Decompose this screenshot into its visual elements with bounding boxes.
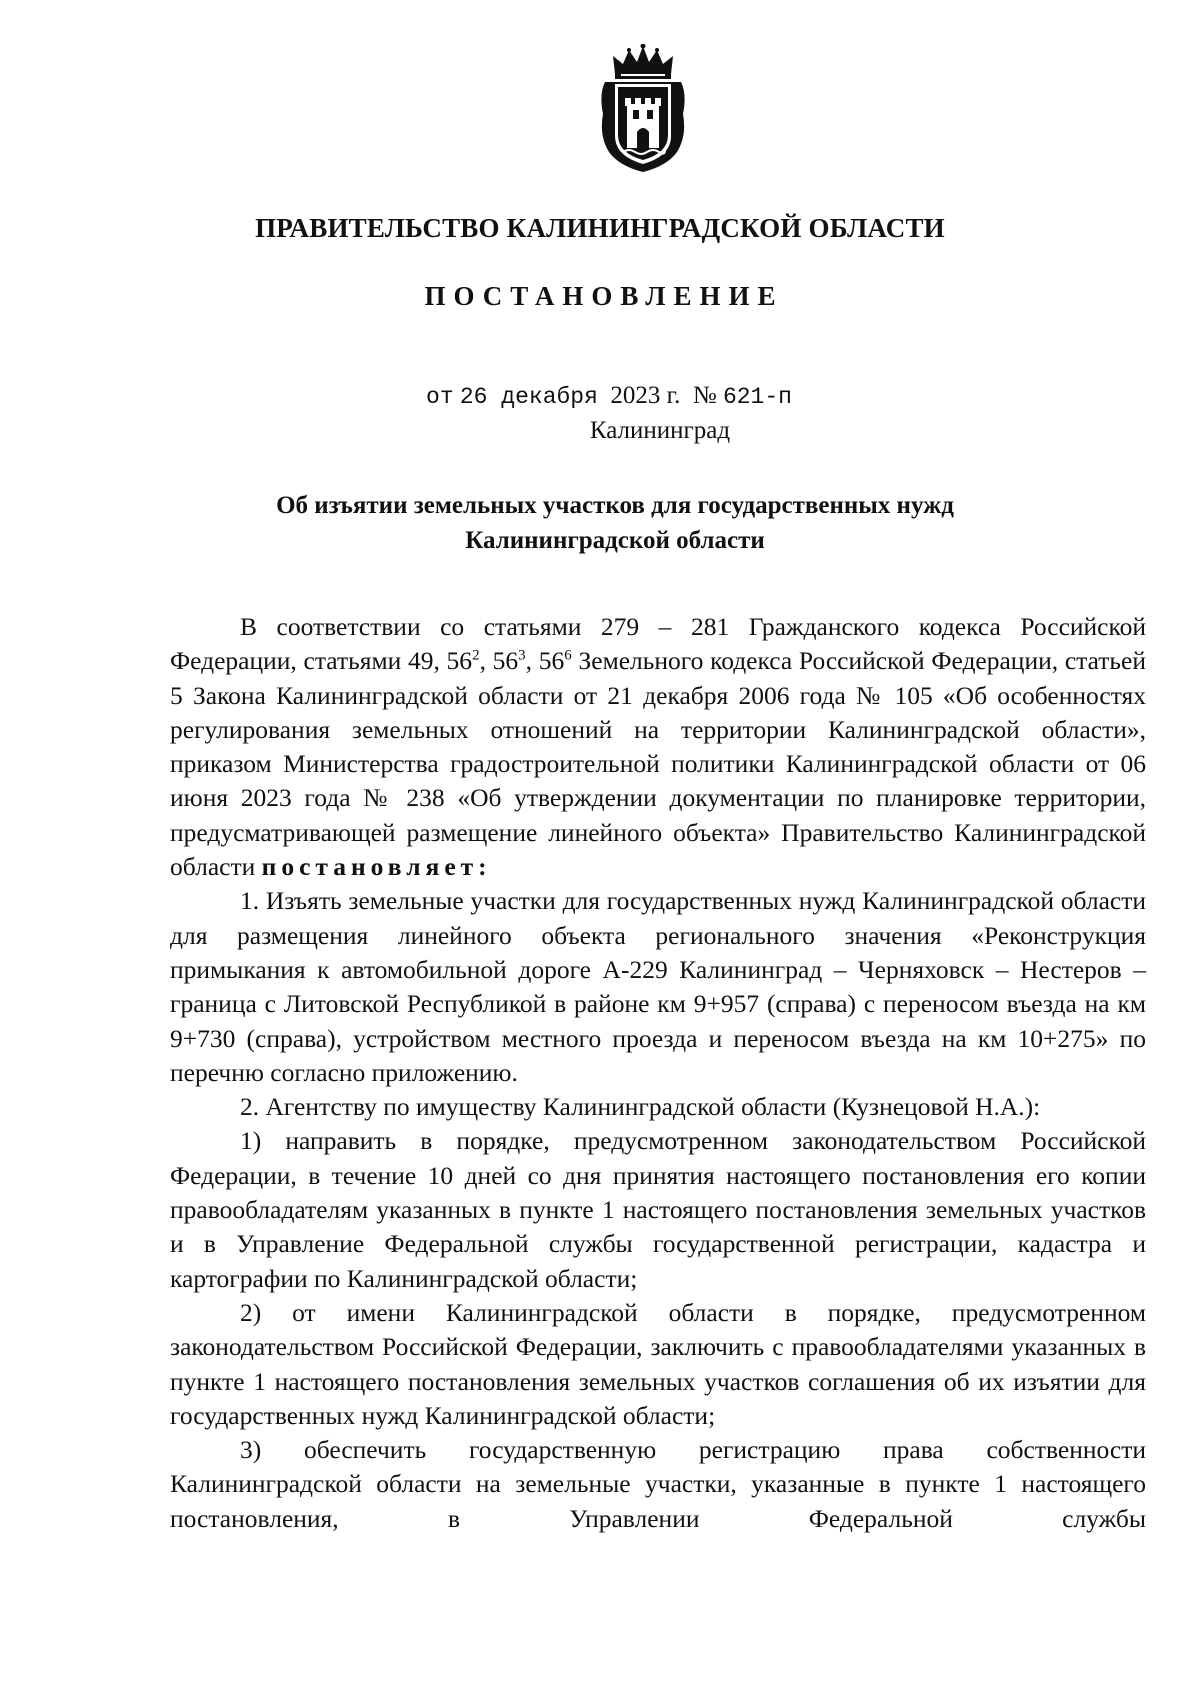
article-sup-2: 3 [518, 647, 526, 664]
date-value: 26 декабря [459, 384, 598, 410]
document-number: 621-п [722, 384, 792, 410]
article-sup-1: 2 [472, 647, 480, 664]
preamble-paragraph [170, 610, 1146, 884]
preamble-part-1: В соответствии со статьями 279 – 281 Гражданского кодекса Российской Федерации, статьями 49, 56 [170, 612, 1146, 676]
government-name: ПРАВИТЕЛЬСТВО КАЛИНИНГРАДСКОЙ ОБЛАСТИ [255, 213, 945, 243]
item-2-paragraph: 2. Агентству по имуществу Калининградской области (Кузнецовой Н.А.): [240, 1092, 1041, 1122]
city: Калининград [589, 417, 731, 444]
subitem-2-paragraph: 2) от имени Калининградской области в порядке, предусмотренном законодательством Российской Федерации, заключить с правообладателями указанных в пункте 1 настоящего постановления земельных участков соглашения об их изъятии для государственных нужд Калининградской области; [170, 1297, 1146, 1430]
preamble-sep-1: , 56 [479, 646, 519, 676]
document-body [170, 610, 1146, 1536]
document-subject [170, 488, 1060, 558]
document-type: ПОСТАНОВЛЕНИЕ [424, 281, 784, 311]
preamble-sep-2: , 56 [525, 646, 565, 676]
coat-of-arms-icon [595, 44, 691, 174]
subject-line-2: Калининградской области [465, 527, 765, 554]
number-sign: № [692, 382, 717, 409]
subject-line-1: Об изъятии земельных участков для государственных нужд [276, 492, 954, 519]
subitem-3-paragraph: 3) обеспечить государственную регистрацию права собственности Калининградской области на земельные участки, указанные в пункте 1 настоящего постановления, в Управлении Федеральной службы [170, 1435, 1146, 1533]
year: 2023 г. [610, 382, 681, 409]
article-sup-3: 6 [564, 647, 572, 664]
subitem-1-paragraph: 1) направить в порядке, предусмотренном законодательством Российской Федерации, в течение 10 дней со дня принятия настоящего постановления его копии правообладателям указанных в пункте 1 настоящего постановления земельных участков и в Управление Федеральной службы государственной регистрации, кадастра и картографии по Калининградской области; [170, 1126, 1146, 1293]
item-1-paragraph: 1. Изъять земельные участки для государственных нужд Калининградской области для размещения линейного объекта регионального значения «Реконструкция примыкания к автомобильной дороге А-229 Калининград – Черняховск – Нестеров – граница с Литовской Республикой в районе км 9+957 (справа) с переносом въезда на км 9+730 (справа), устройством местного проезда и переносом въезда на км 10+275» по перечню согласно приложению. [170, 886, 1146, 1087]
preamble-part-2: Земельного кодекса Российской Федерации, статьей 5 Закона Калининградской области от 21 декабря 2006 года № 105 «Об особенностях регулирования земельных отношений на территории Калининградской области», приказом Министерства градостроительной политики Калининградской области от 06 июня 2023 года № 238 «Об утверждении документации по планировке территории, предусматривающей размещение линейного объекта» Правительство Калининградской области [170, 646, 1147, 882]
date-number-line [0, 382, 1200, 410]
date-prefix: от [426, 384, 454, 410]
resolves-word: постановляет: [261, 852, 492, 882]
